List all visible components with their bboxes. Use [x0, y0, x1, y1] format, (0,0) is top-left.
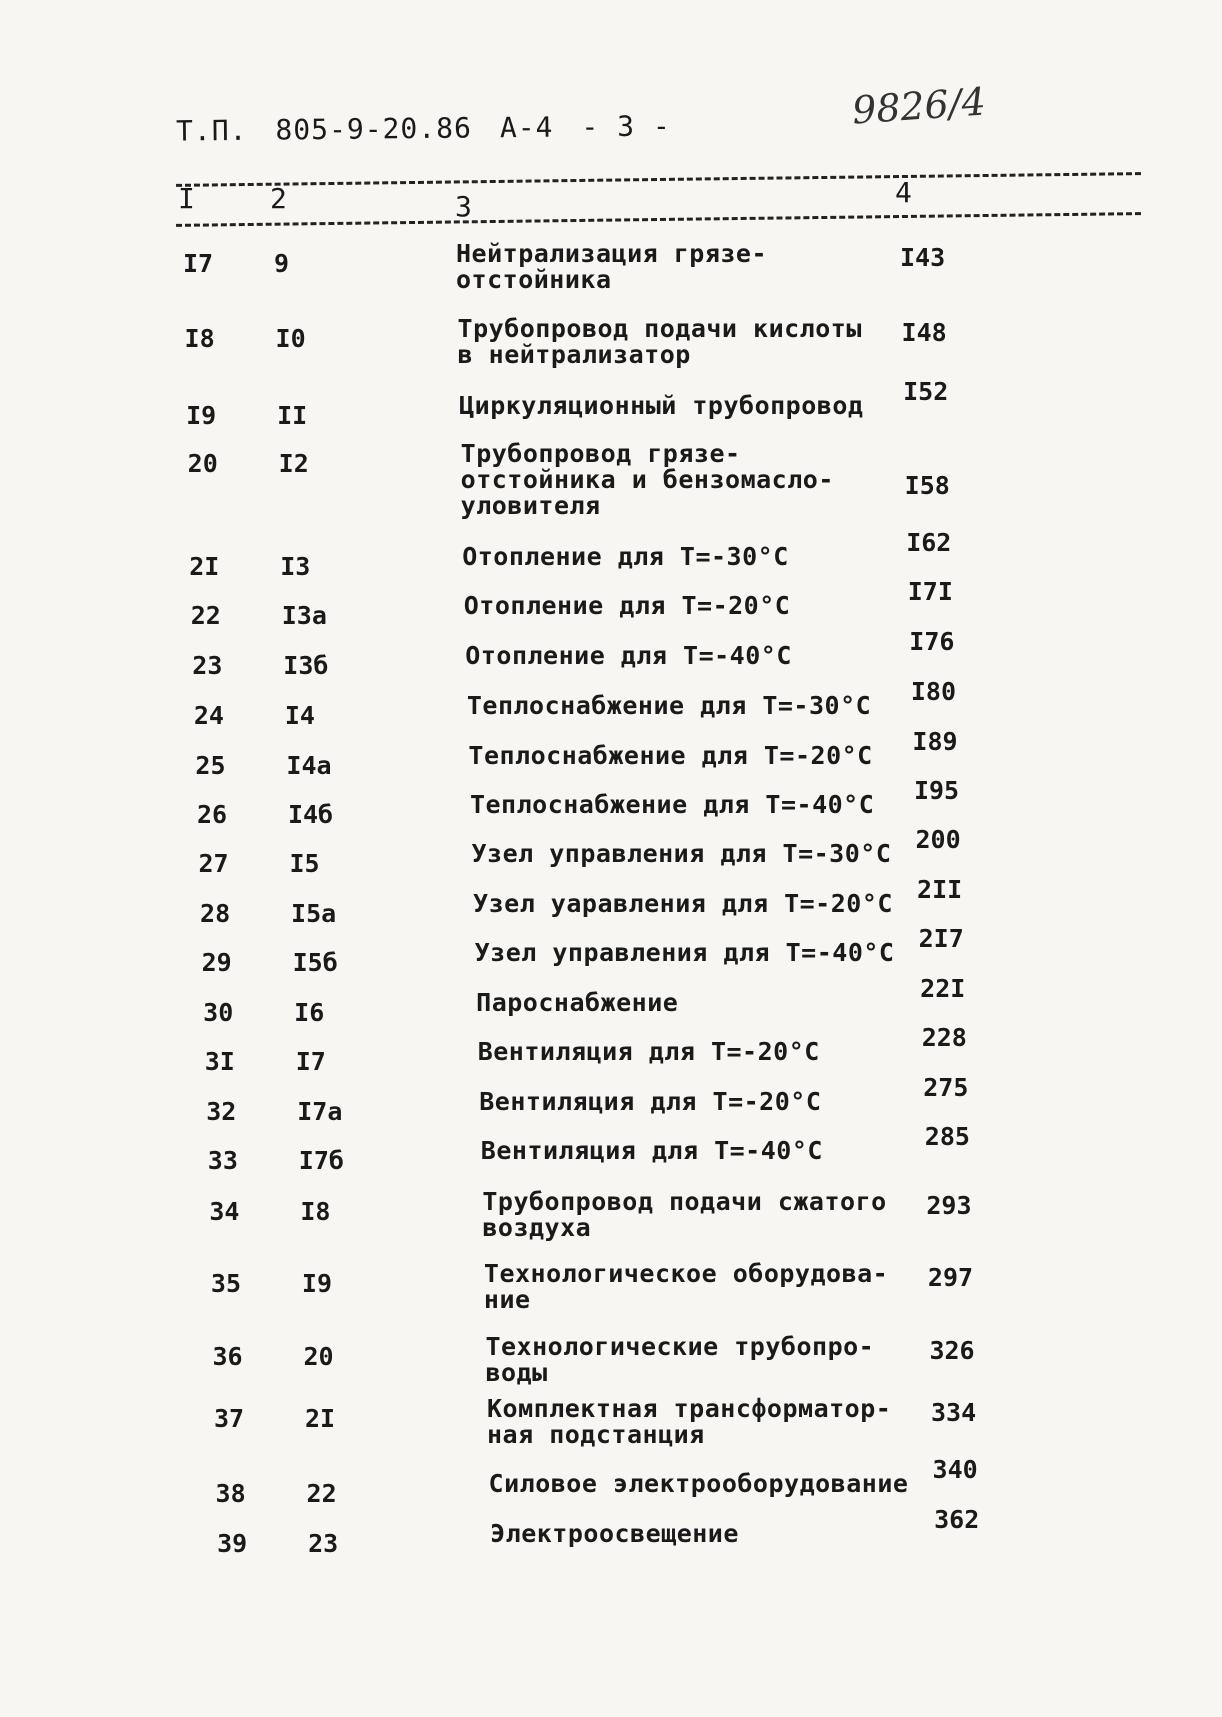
- row-page: 297: [927, 1263, 974, 1292]
- row-title: Трубопровод подачи кислоты в нейтрализатор: [457, 314, 862, 369]
- row-number: I8: [184, 324, 215, 353]
- row-number: 20: [187, 449, 218, 478]
- row-sheet: I5а: [291, 899, 337, 928]
- row-title: Отопление для Т=-30°С: [462, 542, 789, 571]
- row-title: Технологическое оборудова- ние: [483, 1259, 889, 1314]
- row-title: Трубопровод подачи сжатого воздуха: [482, 1187, 887, 1242]
- row-sheet: I3а: [281, 601, 327, 630]
- row-number: 29: [201, 948, 232, 977]
- row-page: 200: [915, 825, 961, 854]
- row-title: Отопление для Т=-20°С: [463, 591, 791, 620]
- row-title: Трубопровод грязе- отстойника и бензомасло- уловителя: [460, 439, 834, 520]
- row-title: Узел управления для Т=-40°С: [474, 938, 895, 967]
- row-sheet: I4: [284, 701, 315, 730]
- row-title: Узел управления для Т=-30°С: [471, 839, 892, 868]
- column-header-1: I: [178, 182, 195, 215]
- row-sheet: I8: [300, 1197, 331, 1226]
- row-page: 362: [934, 1505, 980, 1534]
- row-number: 37: [214, 1404, 245, 1433]
- row-number: 22: [190, 601, 221, 630]
- row-page: I62: [906, 528, 952, 557]
- row-sheet: I5б: [292, 948, 338, 977]
- row-title: Узел уаравления для Т=-20°С: [473, 889, 893, 918]
- row-sheet: I0: [275, 324, 306, 353]
- row-number: 32: [206, 1097, 237, 1126]
- row-title: Отопление для Т=-40°С: [465, 641, 792, 670]
- row-sheet: 20: [303, 1342, 334, 1371]
- header-page: - 3 -: [581, 109, 671, 144]
- row-page: I95: [913, 776, 960, 805]
- row-sheet: I3б: [283, 651, 329, 680]
- row-number: 39: [217, 1529, 248, 1558]
- row-number: 35: [210, 1269, 241, 1298]
- row-sheet: I4а: [286, 751, 332, 780]
- header-album: А-4: [499, 110, 554, 145]
- row-number: 3I: [204, 1047, 235, 1076]
- row-title: Теплоснабжение для Т=-40°С: [469, 790, 875, 819]
- row-title: Вентиляция для Т=-40°С: [480, 1136, 823, 1165]
- row-sheet: I7а: [297, 1097, 343, 1126]
- row-number: 28: [200, 899, 231, 928]
- row-sheet: I6: [294, 998, 325, 1027]
- header-dashed-rule: [176, 212, 1141, 227]
- header-prefix: Т.П.: [175, 113, 248, 148]
- row-number: 26: [196, 800, 228, 829]
- row-page: 2I7: [918, 924, 964, 953]
- row-title: Технологические трубопро- воды: [485, 1332, 875, 1387]
- row-number: 2I: [189, 552, 220, 581]
- header-code: 805-9-20.86: [275, 111, 473, 147]
- row-sheet: I5: [289, 849, 320, 878]
- row-number: 38: [215, 1479, 246, 1508]
- row-sheet: 22: [306, 1479, 337, 1508]
- row-number: 30: [203, 998, 234, 1027]
- row-page: 2II: [917, 875, 963, 904]
- row-sheet: I4б: [287, 800, 334, 829]
- row-page: I43: [900, 243, 946, 272]
- row-title: Электроосвещение: [490, 1519, 739, 1548]
- row-page: 228: [921, 1023, 967, 1052]
- row-number: 36: [212, 1342, 243, 1371]
- document-header: [176, 109, 671, 147]
- row-page: 340: [932, 1455, 978, 1484]
- row-page: 285: [924, 1122, 970, 1151]
- row-title: Силовое электрооборудование: [488, 1469, 909, 1498]
- row-page: I52: [903, 377, 949, 406]
- row-title: Вентиляция для Т=-20°С: [479, 1087, 822, 1116]
- row-sheet: 23: [308, 1529, 339, 1558]
- row-number: 23: [192, 651, 223, 680]
- row-title: Пароснабжение: [476, 988, 679, 1017]
- top-dashed-rule: [176, 172, 1141, 187]
- row-sheet: I7б: [298, 1146, 344, 1175]
- row-page: 22I: [920, 974, 966, 1003]
- row-number: I7: [183, 249, 214, 278]
- row-page: 275: [923, 1073, 969, 1102]
- row-sheet: 2I: [305, 1404, 336, 1433]
- row-page: I76: [909, 627, 955, 656]
- row-title: Теплоснабжение для Т=-20°С: [468, 741, 873, 770]
- column-header-4: 4: [895, 176, 912, 209]
- row-sheet: I3: [280, 552, 311, 581]
- column-header-2: 2: [270, 182, 287, 215]
- row-title: Нейтрализация грязе- отстойника: [456, 239, 768, 294]
- row-number: 24: [193, 701, 224, 730]
- row-title: Циркуляционный трубопровод: [459, 391, 864, 420]
- row-page: I89: [912, 727, 958, 756]
- row-title: Вентиляция для Т=-20°С: [477, 1037, 820, 1066]
- row-page: I7I: [907, 577, 953, 606]
- row-number: I9: [186, 401, 217, 430]
- row-title: Комплектная трансформатор- ная подстанция: [487, 1394, 892, 1449]
- row-number: 27: [198, 849, 229, 878]
- row-page: 293: [926, 1191, 972, 1220]
- column-header-3: 3: [455, 190, 472, 223]
- row-sheet: I7: [295, 1047, 326, 1076]
- handwritten-note: 9826/4: [850, 79, 988, 133]
- row-number: 33: [207, 1146, 238, 1175]
- row-title: Теплоснабжение для Т=-30°С: [466, 691, 872, 720]
- row-sheet: I9: [301, 1269, 332, 1298]
- row-number: 25: [195, 751, 226, 780]
- row-page: 334: [931, 1398, 977, 1427]
- row-sheet: 9: [274, 249, 290, 278]
- row-page: I80: [910, 677, 956, 706]
- row-page: I58: [904, 471, 950, 500]
- row-page: I48: [901, 318, 947, 347]
- row-sheet: II: [277, 401, 308, 430]
- row-number: 34: [209, 1197, 240, 1226]
- row-sheet: I2: [278, 449, 309, 478]
- row-page: 326: [929, 1336, 975, 1365]
